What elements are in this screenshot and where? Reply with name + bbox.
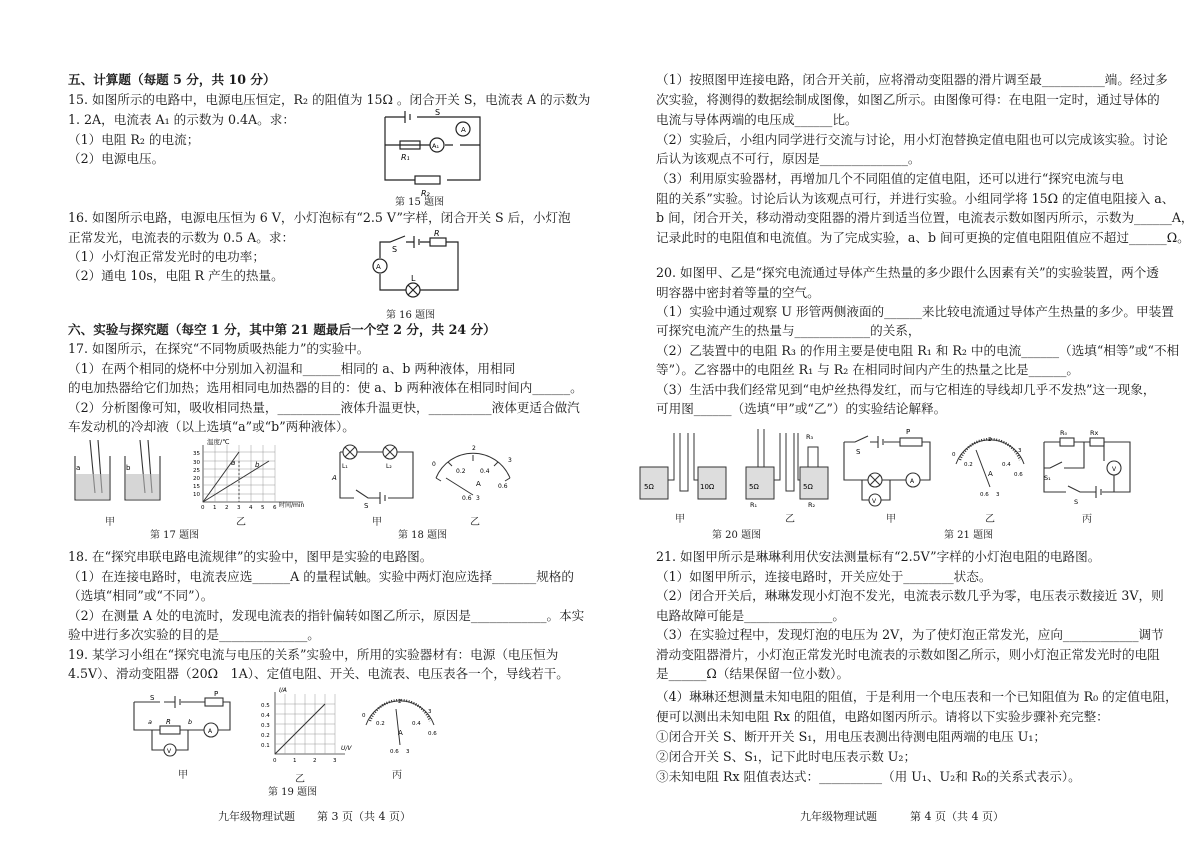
q18-line-3: （选填“相同”或“不同”）。	[68, 588, 214, 603]
svg-text:2: 2	[472, 445, 476, 452]
svg-text:6: 6	[273, 505, 277, 511]
svg-text:Rx: Rx	[1090, 429, 1099, 437]
q20-sub-1-line-2: 可探究电流产生的热量与____________的关系，	[656, 323, 921, 338]
q21-line-1: 21. 如图甲所示是琳琳利用伏安法测量标有“2.5V”字样的小灯泡电阻的电路图。	[656, 549, 1101, 564]
svg-text:R₂: R₂	[808, 501, 816, 509]
svg-text:0.6: 0.6	[980, 492, 989, 498]
svg-text:0.6: 0.6	[498, 483, 508, 490]
svg-text:A: A	[910, 478, 915, 485]
svg-text:3: 3	[508, 457, 512, 464]
fig19-caption: 第 19 题图	[268, 787, 318, 798]
q16-sub-2: （2）通电 10s，电阻 R 产生的热量。	[68, 268, 284, 283]
q19-sub-3-line-2: 阻的关系”实验。讨论后认为该观点可行，并进行实验。小组同学将 15Ω 的定值电阻接入 a、	[656, 191, 1175, 206]
svg-text:3: 3	[1018, 448, 1022, 454]
svg-text:5: 5	[261, 505, 265, 511]
svg-text:2: 2	[225, 505, 229, 511]
q21-sub-4-line-2: 便可以测出未知电阻 Rx 的阻值，电路如图丙所示。请将以下实验步骤补充完整：	[656, 709, 1109, 724]
q18-line-2: （1）在连接电路时，电流表应选______A 的量程试触。实验中两灯泡应选择_______规格的	[68, 569, 574, 584]
svg-text:3: 3	[406, 749, 410, 755]
svg-text:A: A	[988, 470, 993, 478]
q21-sub-3-line-2: 滑动变阻器滑片，小灯泡正常发光时电流表的示数如图乙所示，则小灯泡正常发光时的电阻	[656, 647, 1160, 662]
svg-text:0.4: 0.4	[412, 721, 421, 727]
fig21-caption: 第 21 题图	[944, 530, 994, 541]
q21-step-2: ②闭合开关 S、S₁，记下此时电压表示数 U₂；	[656, 749, 917, 764]
svg-text:a: a	[148, 718, 152, 726]
svg-text:0: 0	[432, 461, 436, 468]
svg-text:a: a	[76, 464, 81, 472]
svg-text:0.6: 0.6	[462, 495, 472, 502]
fig20-yi: 乙	[785, 514, 795, 525]
q15-sub-2: （2）电源电压。	[68, 151, 165, 166]
fig18-yi: 乙	[470, 517, 480, 528]
svg-text:A: A	[476, 480, 481, 488]
fig18-jia: 甲	[372, 517, 382, 528]
svg-text:0: 0	[362, 713, 366, 719]
svg-text:V: V	[1112, 466, 1117, 473]
fig20-apparatus	[638, 425, 838, 507]
svg-text:0.4: 0.4	[480, 468, 490, 475]
q20-sub-3-line-2: 可用图______（选填“甲”或“乙”）的实验结论解释。	[656, 401, 947, 416]
fig21-jia: 甲	[886, 514, 896, 525]
svg-text:0.2: 0.2	[261, 733, 270, 739]
q17-line-4: （2）分析图像可知，吸收相同热量，__________液体升温更快，__________液体更适合做汽	[68, 400, 580, 415]
q19-sub-1-line-2: 次实验，将测得的数据绘制成图像，如图乙所示。由图像可得：在电阻一定时，通过导体的	[656, 92, 1160, 107]
q20-line-1: 20. 如图甲、乙是“探究电流通过导体产生热量的多少跟什么因素有关”的实验装置，两个透	[656, 265, 1159, 280]
svg-text:V: V	[167, 748, 172, 755]
svg-text:U/V: U/V	[341, 745, 352, 752]
q19-line-2: 4.5V）、滑动变阻器（20Ω 1A）、定值电阻、开关、电流表、电压表各一个，导线若干。	[68, 666, 569, 681]
svg-text:a: a	[231, 459, 236, 467]
fig15-circuit	[375, 105, 490, 198]
svg-text:2: 2	[313, 758, 317, 764]
svg-text:S: S	[150, 694, 155, 702]
svg-text:0.6: 0.6	[390, 749, 399, 755]
svg-text:5Ω: 5Ω	[749, 483, 759, 491]
svg-text:b: b	[188, 718, 193, 726]
q21-sub-3-line-1: （3）在实验过程中，发现灯泡的电压为 2V，为了使灯泡正常发光，应向____________调节	[656, 627, 1164, 642]
svg-text:S: S	[364, 502, 369, 510]
page-4-footer: 九年级物理试题 第 4 页（共 4 页）	[800, 810, 1004, 823]
svg-text:5Ω: 5Ω	[644, 483, 654, 491]
fig19-jia: 甲	[178, 770, 188, 781]
svg-text:S: S	[856, 448, 861, 456]
svg-text:S₁: S₁	[1044, 474, 1051, 482]
fig15-caption: 第 15 题图	[395, 197, 445, 208]
svg-text:1: 1	[213, 505, 217, 511]
svg-text:0: 0	[273, 758, 277, 764]
svg-text:0.2: 0.2	[376, 721, 385, 727]
svg-text:35: 35	[193, 451, 200, 457]
q19-line-1: 19. 某学习小组在“探究电流与电压的关系”实验中，所用的实验器材有：电源（电压恒为	[68, 647, 559, 662]
q15-line-2: 1. 2A，电流表 A₁ 的示数为 0.4A。求：	[68, 112, 295, 127]
svg-text:温度/℃: 温度/℃	[207, 438, 230, 446]
q20-sub-3-line-1: （3）生活中我们经常见到“电炉丝热得发红，而与它相连的导线却几乎不发热”这一现象，	[656, 382, 1156, 397]
svg-text:R₃: R₃	[806, 433, 814, 441]
svg-text:L₁: L₁	[342, 463, 348, 470]
svg-text:2: 2	[988, 437, 992, 443]
svg-text:0.5: 0.5	[261, 703, 270, 709]
fig16-caption: 第 16 题图	[386, 310, 436, 321]
svg-text:1: 1	[293, 758, 297, 764]
fig15-ammeter-a: A	[461, 126, 466, 134]
svg-text:10: 10	[193, 492, 200, 498]
fig17-temp-graph	[185, 437, 325, 515]
q17-line-2: （1）在两个相同的烧杯中分别加入初温和______相同的 a、b 两种液体，用相同	[68, 361, 516, 376]
q21-sub-2-line-1: （2）闭合开关后，琳琳发现小灯泡不发光，电流表示数几乎为零，电压表示数接近 3V，则	[656, 588, 1164, 603]
q17-line-5: 车发动机的冷却液（以上选填“a”或“b”两种液体）。	[68, 419, 355, 434]
svg-text:R: R	[166, 718, 171, 726]
svg-text:b: b	[126, 464, 131, 472]
svg-text:R₁: R₁	[750, 501, 758, 509]
fig18-circuit	[328, 440, 423, 510]
svg-text:时间/min: 时间/min	[279, 502, 305, 509]
q21-step-1: ①闭合开关 S、断开开关 S₁，用电压表测出待测电阻两端的电压 U₁；	[656, 729, 1047, 744]
svg-text:S: S	[1074, 498, 1079, 506]
q18-line-1: 18. 在“探究串联电路电流规律”的实验中，图甲是实验的电路图。	[68, 549, 433, 564]
svg-text:P: P	[906, 428, 911, 436]
fig16-circuit	[370, 230, 470, 298]
fig19-iu-graph	[255, 684, 365, 772]
svg-text:5Ω: 5Ω	[803, 483, 813, 491]
svg-text:4: 4	[249, 505, 253, 511]
q20-sub-1-line-1: （1）实验中通过观察 U 形管两侧液面的______来比较电流通过导体产生热量的多少。甲装置	[656, 304, 1174, 319]
q21-sub-1: （1）如图甲所示，连接电路时，开关应处于________状态。	[656, 569, 992, 584]
fig19-bing: 丙	[392, 770, 402, 781]
q21-step-3: ③未知电阻 Rx 阻值表达式：__________（用 U₁、U₂和 R₀的关系式表示）。	[656, 769, 1081, 784]
svg-text:3: 3	[333, 758, 337, 764]
svg-text:3: 3	[428, 709, 432, 715]
svg-text:b: b	[255, 461, 260, 469]
svg-text:I/A: I/A	[279, 687, 287, 694]
fig21-yi: 乙	[985, 514, 995, 525]
svg-text:S: S	[435, 108, 441, 117]
svg-text:A: A	[208, 728, 213, 735]
fig17-beakers	[70, 438, 175, 508]
svg-text:0.2: 0.2	[964, 462, 973, 468]
svg-text:0.4: 0.4	[1002, 462, 1011, 468]
q19-sub-2-line-2: 后认为该观点不可行，原因是______________。	[656, 151, 921, 166]
svg-text:0.4: 0.4	[261, 713, 270, 719]
fig19-circuit	[130, 690, 240, 760]
svg-text:0: 0	[201, 505, 205, 511]
svg-text:0.2: 0.2	[456, 468, 466, 475]
fig21-bing-circuit	[1040, 428, 1140, 508]
fig18-ammeter-dial	[428, 440, 518, 512]
section-6-heading: 六、实验与探究题（每空 1 分，其中第 21 题最后一个空 2 分，共 24 分）	[68, 322, 496, 337]
q20-sub-2-line-1: （2）乙装置中的电阻 R₃ 的作用主要是使电阻 R₁ 和 R₂ 中的电流______（选填“相等”或“不相	[656, 343, 1180, 358]
fig19-yi: 乙	[295, 774, 305, 785]
svg-text:A: A	[398, 729, 403, 737]
svg-text:L₂: L₂	[386, 463, 392, 470]
svg-text:R₂: R₂	[421, 189, 430, 198]
q17-line-1: 17. 如图所示，在探究“不同物质吸热能力”的实验中。	[68, 341, 370, 356]
section-5-heading: 五、计算题（每题 5 分，共 10 分）	[68, 72, 276, 87]
svg-text:0: 0	[952, 452, 956, 458]
fig21-ammeter-dial	[950, 432, 1030, 502]
svg-text:L: L	[411, 274, 416, 283]
q18-line-5: 验中进行多次实验的目的是______________。	[68, 627, 320, 642]
fig18-caption: 第 18 题图	[398, 530, 448, 541]
svg-text:25: 25	[193, 468, 200, 474]
svg-text:R₀: R₀	[1060, 429, 1068, 437]
svg-text:A: A	[376, 263, 381, 271]
q21-sub-4-line-1: （4）琳琳还想测量未知电阻的阻值，于是利用一个电压表和一个已知阻值为 R₀ 的定值电阻，	[656, 689, 1178, 704]
fig19-ammeter-dial	[360, 695, 440, 760]
fig20-jia: 甲	[675, 514, 685, 525]
fig17-yi: 乙	[236, 517, 246, 528]
q15-line-1: 15. 如图所示的电路中，电源电压恒定，R₂ 的阻值为 15Ω 。闭合开关 S，电流表 A 的示数为	[68, 92, 591, 107]
svg-text:0.3: 0.3	[261, 723, 270, 729]
svg-text:V: V	[872, 498, 877, 505]
q18-line-4: （2）在测量 A 处的电流时，发现电流表的指针偏转如图乙所示，原因是____________。本实	[68, 608, 585, 623]
q19-sub-1-line-3: 电流与导体两端的电压成______比。	[656, 112, 858, 127]
svg-text:30: 30	[193, 460, 200, 466]
q19-sub-3-line-1: （3）利用原实验器材，再增加几个不同阻值的定值电阻，还可以进行“探究电流与电	[656, 171, 1124, 186]
q19-sub-1-line-1: （1）按照图甲连接电路，闭合开关前，应将滑动变阻器的滑片调至最__________端。经过多	[656, 72, 1168, 87]
svg-text:15: 15	[193, 484, 200, 490]
svg-text:A: A	[332, 474, 337, 482]
svg-text:2: 2	[398, 699, 402, 705]
svg-text:0.6: 0.6	[1014, 472, 1023, 478]
page-4	[600, 0, 1200, 849]
q16-sub-1: （1）小灯泡正常发光时的电功率；	[68, 249, 265, 264]
svg-text:3: 3	[476, 495, 480, 502]
q15-sub-1: （1）电阻 R₂ 的电流；	[68, 132, 200, 147]
svg-text:3: 3	[996, 492, 1000, 498]
q21-sub-3-line-3: 是______Ω（结果保留一位小数）。	[656, 666, 850, 681]
q16-line-2: 正常发光，电流表的示数为 0.5 A。求：	[68, 230, 295, 245]
svg-text:0.6: 0.6	[428, 731, 437, 737]
svg-text:R₁: R₁	[401, 153, 410, 162]
q16-line-1: 16. 如图所示电路，电源电压恒为 6 V，小灯泡标有“2.5 V”字样，闭合开关 S 后，小灯泡	[68, 210, 571, 225]
fig21-bing: 丙	[1082, 514, 1092, 525]
q19-sub-3-line-3: b 间，闭合开关，移动滑动变阻器的滑片到适当位置，电流表示数如图丙所示，示数为______A，	[656, 210, 1194, 225]
fig21-circuit	[840, 428, 945, 508]
fig20-caption: 第 20 题图	[712, 530, 762, 541]
q21-sub-2-line-2: 电路故障可能是______________。	[656, 608, 845, 623]
svg-text:0.1: 0.1	[261, 743, 270, 749]
q19-sub-2-line-1: （2）实验后，小组内同学进行交流与讨论，用小灯泡替换定值电阻也可以完成该实验。讨论	[656, 132, 1168, 147]
svg-text:P: P	[214, 690, 219, 698]
svg-text:A₁: A₁	[432, 142, 440, 150]
svg-text:20: 20	[193, 476, 200, 482]
fig17-caption: 第 17 题图	[150, 530, 200, 541]
svg-text:10Ω: 10Ω	[700, 483, 715, 491]
svg-text:3: 3	[237, 505, 241, 511]
q17-line-3: 的电加热器给它们加热；选用相同电加热器的目的：使 a、b 两种液体在相同时间内______。	[68, 380, 583, 395]
svg-text:R: R	[434, 229, 440, 238]
fig17-jia: 甲	[105, 517, 115, 528]
page-3-footer: 九年级物理试题 第 3 页（共 4 页）	[218, 810, 411, 823]
q20-sub-2-line-2: 等”）。乙容器中的电阻丝 R₁ 与 R₂ 在相同时间内产生的热量之比是______。	[656, 362, 1080, 377]
svg-text:S: S	[392, 245, 398, 254]
q19-sub-3-line-4: 记录此时的电阻值和电流值。为了完成实验，a、b 间可更换的定值电阻阻值应不超过______Ω。	[656, 230, 1190, 245]
q20-line-2: 明容器中密封着等量的空气。	[656, 285, 820, 300]
